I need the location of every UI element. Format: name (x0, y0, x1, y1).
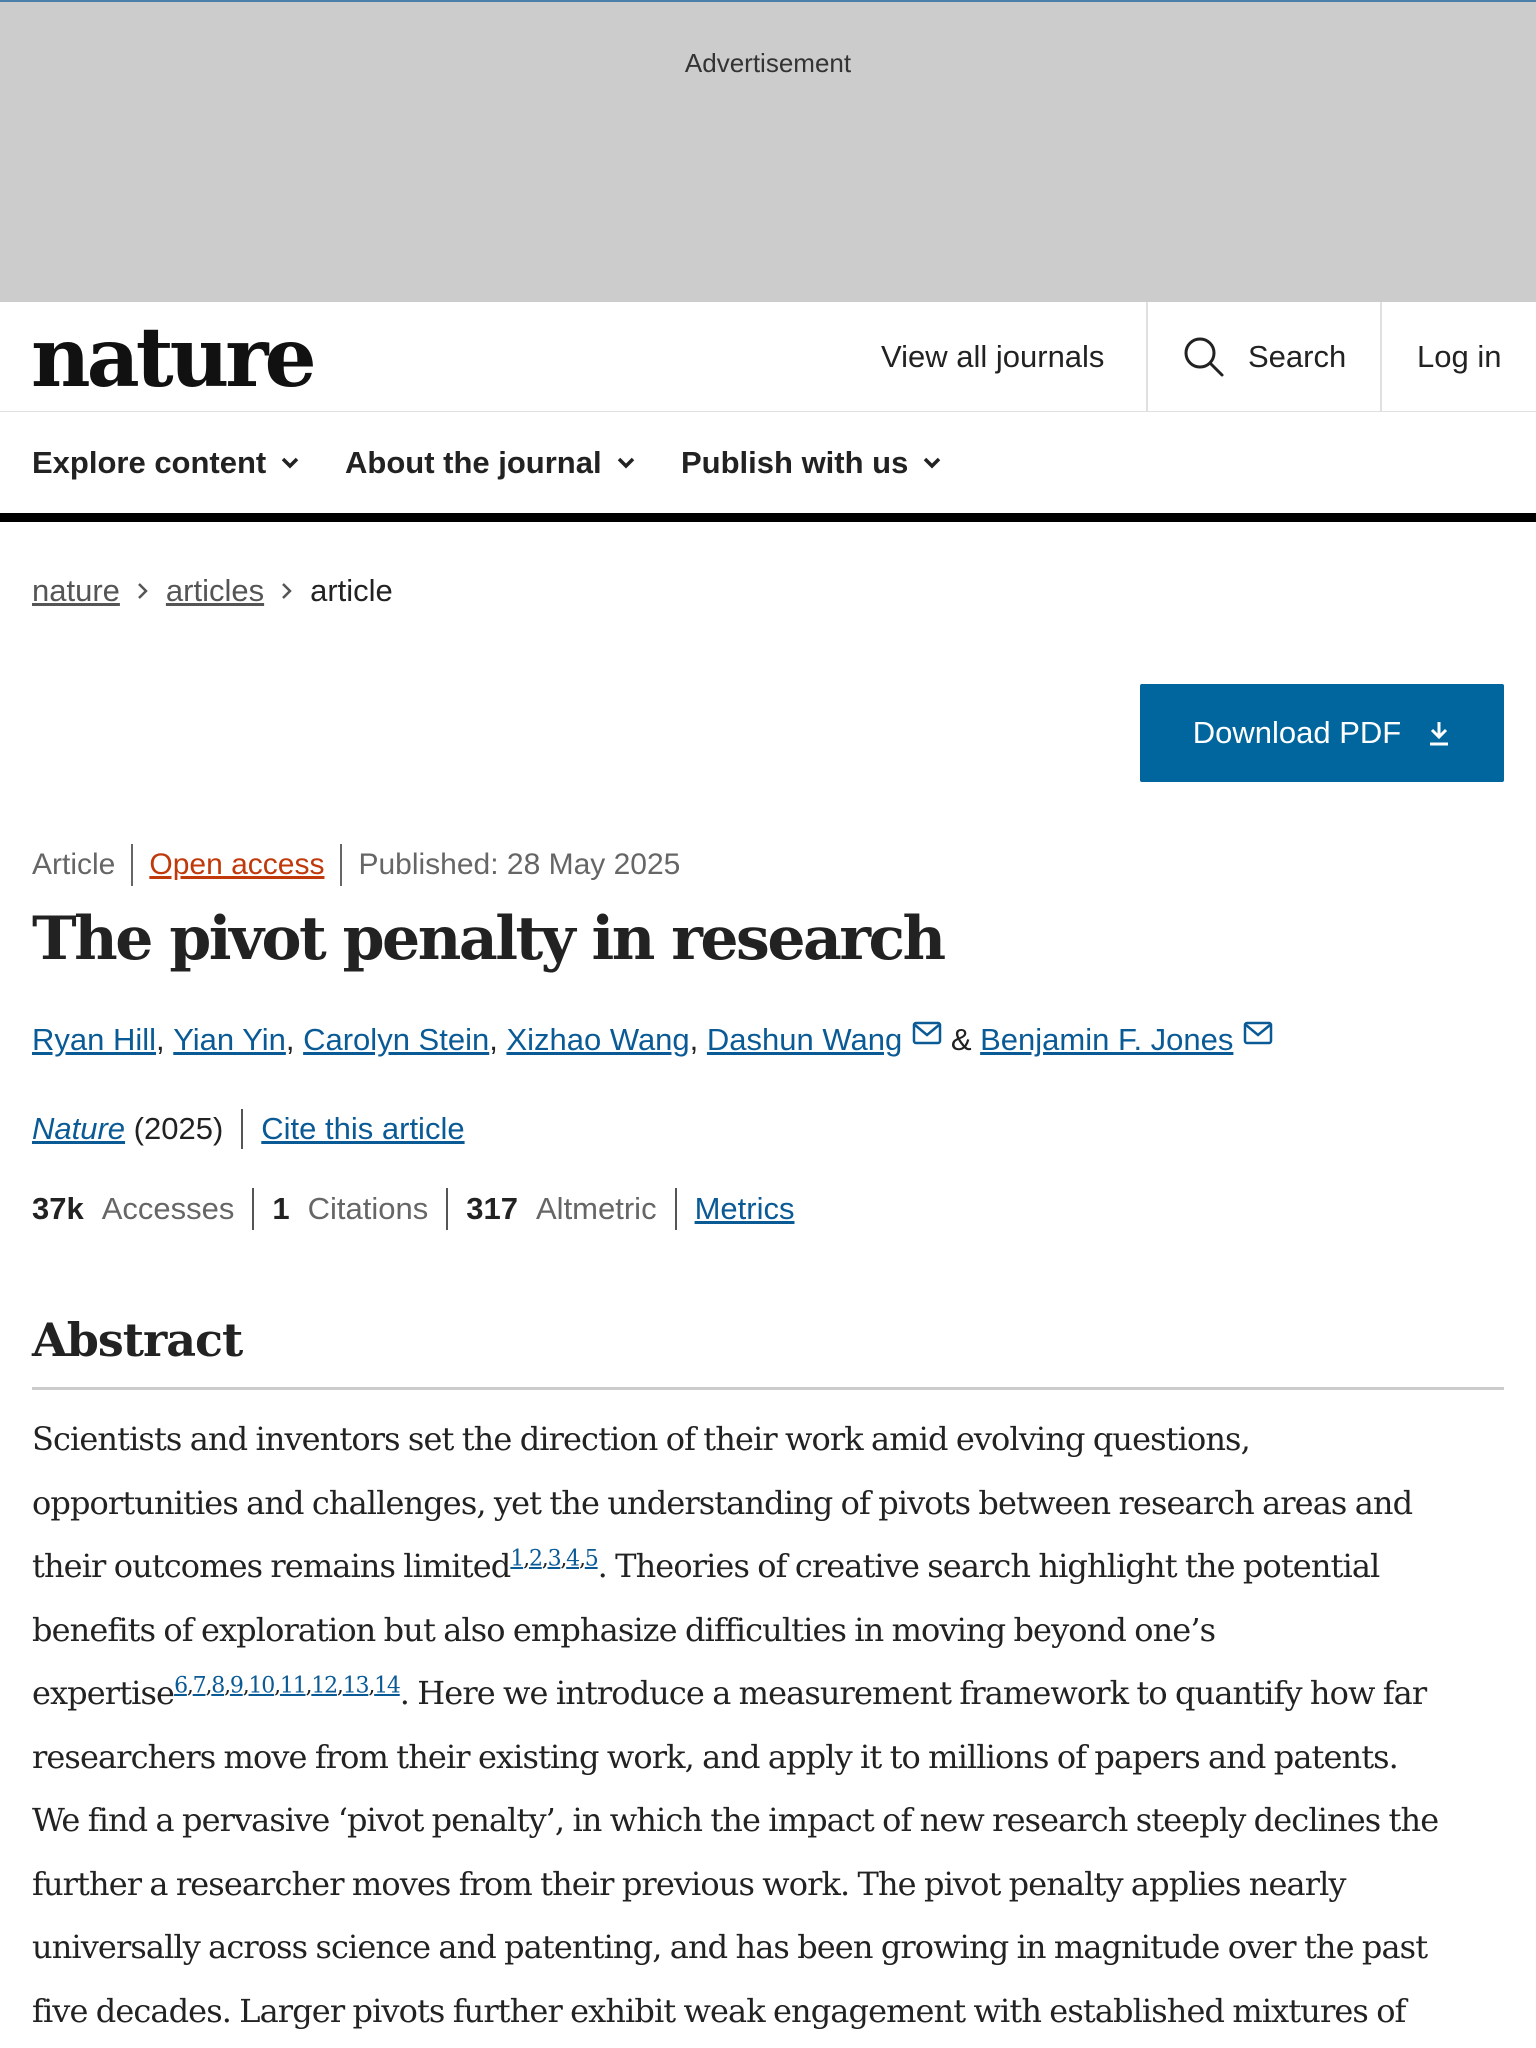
abstract-divider (32, 1387, 1504, 1390)
divider (675, 1188, 677, 1230)
nature-logo[interactable]: nature (31, 310, 313, 406)
article-meta (32, 842, 680, 888)
journal-link[interactable]: Nature (32, 1111, 126, 1146)
altmetric-label: Altmetric (536, 1191, 657, 1226)
author-link[interactable]: Xizhao Wang (506, 1022, 690, 1057)
author-separator: , (156, 1022, 174, 1057)
search-button[interactable] (1146, 302, 1382, 411)
citations-count: 1 (272, 1191, 290, 1226)
cite-article-link[interactable]: Cite this article (261, 1111, 465, 1146)
author-link[interactable]: Benjamin F. Jones (980, 1022, 1234, 1057)
divider (241, 1109, 243, 1149)
author-link[interactable]: Ryan Hill (32, 1022, 157, 1057)
download-pdf-label: Download PDF (1192, 715, 1402, 750)
mail-icon[interactable] (1243, 1021, 1273, 1045)
reference-link[interactable]: 2 (528, 1546, 542, 1572)
download-icon (1427, 719, 1451, 747)
abstract-text: . Theories of creative search highlight the potential (597, 1547, 1380, 1585)
abstract-line: further a researcher moves from their previous work. The pivot penalty applies nearly (32, 1864, 1346, 1903)
divider (340, 844, 342, 886)
abstract-text: their outcomes remains limited (32, 1547, 511, 1585)
author-list (32, 1018, 1273, 1062)
subnav-explore-content[interactable] (32, 412, 300, 513)
chevron-down-icon (280, 456, 300, 470)
login-link[interactable]: Log in (1417, 338, 1502, 374)
divider (446, 1188, 448, 1230)
article-title: The pivot penalty in research (32, 904, 944, 974)
search-icon (1182, 335, 1226, 379)
reference-link[interactable]: 6 (174, 1673, 187, 1699)
abstract-line: We find a pervasive ‘pivot penalty’, in which the impact of new research steeply declines the (32, 1801, 1439, 1839)
ref-sep: , (523, 1546, 529, 1572)
publication-year: (2025) (125, 1111, 224, 1146)
metrics-link[interactable]: Metrics (694, 1191, 795, 1226)
altmetric-count: 317 (466, 1191, 518, 1226)
advertisement-label: Advertisement (684, 48, 852, 78)
reference-link[interactable]: 7 (192, 1673, 206, 1699)
ref-sep: , (305, 1673, 312, 1699)
search-label: Search (1248, 338, 1347, 374)
article-type: Article (32, 848, 116, 881)
abstract-text: . Here we introduce a measurement framework to quantify how far (399, 1674, 1427, 1712)
reference-link[interactable]: 8 (211, 1673, 225, 1699)
reference-link[interactable]: 11 (279, 1673, 306, 1699)
journal-line (32, 1106, 465, 1152)
abstract-text: expertise (32, 1674, 175, 1712)
subnav-label: Explore content (32, 444, 267, 480)
ref-sep: , (186, 1673, 193, 1699)
accesses-count: 37k (32, 1191, 84, 1226)
ref-sep: , (224, 1673, 230, 1699)
reference-link[interactable]: 1 (510, 1546, 524, 1572)
abstract-line: researchers move from their existing work, and apply it to millions of papers and patents. (32, 1737, 1398, 1776)
breadcrumb-articles[interactable]: articles (165, 573, 265, 608)
ref-sep: , (368, 1673, 375, 1699)
chevron-down-icon (616, 456, 636, 470)
reference-group (510, 1546, 597, 1571)
abstract-line: Scientists and inventors set the direction of their work amid evolving questions, (32, 1420, 1250, 1458)
author-separator: , (285, 1022, 304, 1057)
abstract-line: five decades. Larger pivots further exhibit weak engagement with established mixtures of (32, 1991, 1406, 2030)
author-link[interactable]: Dashun Wang (706, 1022, 903, 1057)
metrics-bar (32, 1186, 794, 1232)
chevron-right-icon (280, 580, 294, 602)
abstract-line: benefits of exploration but also emphasize difficulties in moving beyond one’s (32, 1610, 1216, 1649)
breadcrumb-nature[interactable]: nature (32, 573, 120, 608)
abstract-body (32, 1408, 1512, 2043)
reference-link[interactable]: 13 (342, 1673, 369, 1699)
reference-link[interactable]: 10 (248, 1673, 275, 1699)
divider (131, 844, 133, 886)
abstract-heading: Abstract (32, 1313, 243, 1367)
breadcrumb-current: article (310, 573, 393, 608)
author-separator: , (689, 1022, 707, 1057)
mail-icon[interactable] (912, 1021, 942, 1045)
reference-link[interactable]: 9 (229, 1673, 243, 1699)
author-link[interactable]: Carolyn Stein (303, 1022, 490, 1057)
subnav-label: Publish with us (681, 444, 909, 480)
reference-link[interactable]: 4 (566, 1546, 579, 1572)
reference-group (174, 1673, 400, 1698)
subnav (0, 412, 1536, 522)
ref-sep: , (242, 1673, 249, 1699)
divider (252, 1188, 254, 1230)
site-header (0, 302, 1536, 412)
open-access-link[interactable]: Open access (149, 848, 325, 881)
ref-sep: , (336, 1673, 343, 1699)
reference-link[interactable]: 12 (311, 1673, 337, 1699)
ref-sep: , (578, 1546, 585, 1572)
accesses-label: Accesses (101, 1191, 235, 1226)
published-date: Published: 28 May 2025 (358, 848, 681, 881)
subnav-label: About the journal (345, 444, 602, 480)
reference-link[interactable]: 14 (374, 1673, 400, 1699)
citations-label: Citations (307, 1191, 429, 1226)
ref-sep: , (541, 1546, 548, 1572)
author-and: & (942, 1022, 981, 1057)
ref-sep: , (274, 1673, 280, 1699)
download-pdf-button[interactable] (1140, 684, 1504, 782)
subnav-about-journal[interactable] (345, 412, 636, 513)
abstract-line (32, 1662, 1512, 1726)
chevron-right-icon (136, 580, 150, 602)
reference-link[interactable]: 5 (584, 1546, 598, 1572)
abstract-line: universally across science and patenting, and has been growing in magnitude over the past (32, 1928, 1428, 1966)
abstract-line: opportunities and challenges, yet the understanding of pivots between research areas and (32, 1483, 1413, 1522)
reference-link[interactable]: 3 (547, 1546, 561, 1572)
breadcrumb (32, 568, 393, 614)
author-link[interactable]: Yian Yin (173, 1022, 286, 1057)
author-separator: , (489, 1022, 507, 1057)
ref-sep: , (560, 1546, 567, 1572)
chevron-down-icon (922, 456, 942, 470)
abstract-line (32, 1535, 1512, 1599)
advertisement-banner (0, 0, 1536, 302)
subnav-publish-with-us[interactable] (681, 412, 942, 513)
ref-sep: , (205, 1673, 212, 1699)
view-all-journals-link[interactable]: View all journals (881, 338, 1105, 374)
